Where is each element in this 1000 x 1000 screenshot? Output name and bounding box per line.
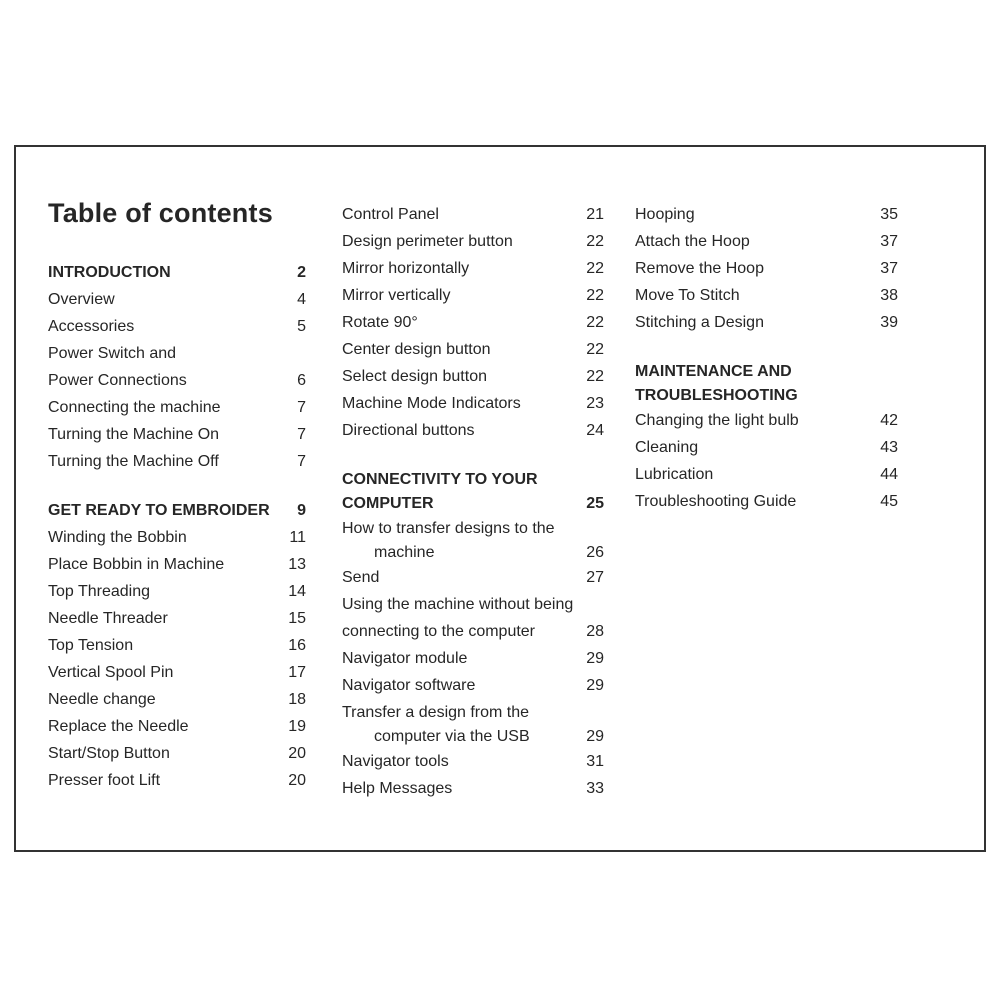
toc-row	[48, 367, 306, 394]
toc-row	[342, 618, 604, 645]
toc-entry-page: 29	[586, 728, 604, 745]
toc-entry-page: 35	[880, 206, 898, 223]
toc-entry-label: Turning the Machine On	[48, 426, 220, 443]
toc-row	[342, 228, 604, 255]
toc-row	[342, 493, 604, 515]
toc-row	[342, 201, 604, 228]
toc-row	[635, 358, 898, 385]
toc-entry-page: 29	[586, 677, 604, 694]
toc-column	[342, 201, 604, 802]
toc-row	[48, 659, 306, 686]
toc-entry-page: 31	[586, 753, 604, 770]
toc-entry-page: 6	[297, 372, 306, 389]
toc-entry-label: Changing the light bulb	[635, 412, 799, 429]
toc-entry-label: Using the machine without being	[342, 596, 574, 613]
toc-entry-label: Overview	[48, 291, 115, 308]
toc-entry-page: 37	[880, 233, 898, 250]
toc-row	[342, 748, 604, 775]
toc-entry-page: 39	[880, 314, 898, 331]
toc-entry-label: Top Tension	[48, 637, 134, 654]
toc-entry-label: MAINTENANCE AND	[635, 363, 792, 380]
toc-entry-page: 28	[586, 623, 604, 640]
toc-entry-page: 22	[586, 260, 604, 277]
toc-row	[342, 255, 604, 282]
toc-entry-page: 44	[880, 466, 898, 483]
toc-entry-page: 33	[586, 780, 604, 797]
toc-row	[342, 515, 604, 542]
toc-entry-page: 22	[586, 368, 604, 385]
toc-entry-page: 22	[586, 233, 604, 250]
toc-row	[342, 309, 604, 336]
toc-entry-page: 5	[297, 318, 306, 335]
toc-row	[48, 313, 306, 340]
toc-row	[48, 713, 306, 740]
toc-row	[342, 672, 604, 699]
toc-entry-label: How to transfer designs to the	[342, 520, 555, 537]
toc-entry-label: Help Messages	[342, 780, 453, 797]
toc-entry-page: 15	[288, 610, 306, 627]
toc-entry-page: 25	[586, 495, 604, 512]
toc-row	[48, 286, 306, 313]
toc-column	[48, 197, 306, 794]
toc-entry-page: 42	[880, 412, 898, 429]
toc-entry-label: machine	[374, 544, 435, 561]
toc-row	[342, 564, 604, 591]
toc-entry-label: Vertical Spool Pin	[48, 664, 174, 681]
toc-row	[48, 605, 306, 632]
toc-row	[635, 282, 898, 309]
toc-entry-page: 22	[586, 287, 604, 304]
toc-entry-label: Needle change	[48, 691, 156, 708]
toc-row	[48, 340, 306, 367]
toc-row	[342, 775, 604, 802]
toc-row	[342, 390, 604, 417]
toc-row	[635, 385, 898, 407]
toc-entry-label: Hooping	[635, 206, 695, 223]
toc-entry-label: Top Threading	[48, 583, 150, 600]
toc-entry-page: 7	[297, 453, 306, 470]
toc-entry-page: 19	[288, 718, 306, 735]
toc-entry-label: Stitching a Design	[635, 314, 764, 331]
toc-entry-page: 45	[880, 493, 898, 510]
toc-entry-page: 17	[288, 664, 306, 681]
toc-entry-label: Replace the Needle	[48, 718, 189, 735]
toc-entry-label: Turning the Machine Off	[48, 453, 219, 470]
toc-entry-label: Rotate 90°	[342, 314, 418, 331]
toc-row	[48, 632, 306, 659]
toc-entry-label: CONNECTIVITY TO YOUR	[342, 471, 538, 488]
toc-entry-label: Navigator tools	[342, 753, 449, 770]
toc-entry-label: Cleaning	[635, 439, 699, 456]
page-title: Table of contents	[48, 198, 273, 228]
toc-entry-page: 20	[288, 745, 306, 762]
toc-entry-label: Accessories	[48, 318, 135, 335]
toc-row	[342, 282, 604, 309]
toc-entry-label: Mirror horizontally	[342, 260, 470, 277]
toc-row	[342, 726, 604, 748]
toc-entry-label: Place Bobbin in Machine	[48, 556, 225, 573]
toc-row	[48, 421, 306, 448]
toc-entry-label: TROUBLESHOOTING	[635, 387, 798, 404]
toc-row	[48, 551, 306, 578]
toc-row	[48, 259, 306, 286]
toc-entry-label: Design perimeter button	[342, 233, 513, 250]
toc-row	[635, 255, 898, 282]
toc-entry-label: Navigator software	[342, 677, 476, 694]
toc-entry-page: 20	[288, 772, 306, 789]
toc-entry-label: Move To Stitch	[635, 287, 740, 304]
toc-entry-page: 11	[289, 529, 306, 546]
toc-entry-page: 23	[586, 395, 604, 412]
toc-row	[342, 591, 604, 618]
toc-entry-page: 16	[288, 637, 306, 654]
toc-row	[342, 417, 604, 444]
toc-entry-page: 22	[586, 314, 604, 331]
toc-entry-page: 4	[297, 291, 306, 308]
toc-entry-label: Select design button	[342, 368, 487, 385]
toc-entry-page: 13	[288, 556, 306, 573]
toc-row	[48, 394, 306, 421]
toc-entry-page: 24	[586, 422, 604, 439]
toc-entry-page: 18	[288, 691, 306, 708]
toc-entry-page: 14	[288, 583, 306, 600]
toc-entry-label: Lubrication	[635, 466, 714, 483]
toc-entry-label: Navigator module	[342, 650, 468, 667]
toc-row	[48, 497, 306, 524]
toc-row	[48, 448, 306, 475]
toc-row	[635, 309, 898, 336]
toc-row	[48, 740, 306, 767]
toc-entry-page: 7	[297, 399, 306, 416]
toc-row	[48, 578, 306, 605]
toc-entry-label: COMPUTER	[342, 495, 434, 512]
toc-row	[635, 434, 898, 461]
toc-entry-page: 7	[297, 426, 306, 443]
toc-entry-label: GET READY TO EMBROIDER	[48, 502, 270, 519]
toc-entry-label: Directional buttons	[342, 422, 475, 439]
toc-entry-page: 27	[586, 569, 604, 586]
toc-entry-label: computer via the USB	[374, 728, 530, 745]
toc-entry-label: Power Connections	[48, 372, 187, 389]
toc-entry-label: Remove the Hoop	[635, 260, 764, 277]
toc-row	[48, 767, 306, 794]
toc-entry-label: connecting to the computer	[342, 623, 536, 640]
toc-row	[342, 336, 604, 363]
toc-entry-label: Center design button	[342, 341, 491, 358]
toc-entry-page: 43	[880, 439, 898, 456]
toc-row	[342, 363, 604, 390]
toc-entry-label: Power Switch and	[48, 345, 177, 362]
toc-page	[14, 145, 986, 852]
toc-row	[342, 699, 604, 726]
toc-entry-label: Winding the Bobbin	[48, 529, 187, 546]
toc-entry-label: Transfer a design from the	[342, 704, 530, 721]
toc-entry-page: 2	[297, 264, 306, 281]
toc-row	[342, 542, 604, 564]
toc-entry-label: Connecting the machine	[48, 399, 221, 416]
toc-entry-label: Send	[342, 569, 380, 586]
toc-row	[635, 201, 898, 228]
toc-entry-page: 29	[586, 650, 604, 667]
toc-entry-label: Needle Threader	[48, 610, 168, 627]
toc-row	[48, 686, 306, 713]
toc-row	[635, 488, 898, 515]
toc-entry-label: INTRODUCTION	[48, 264, 171, 281]
toc-entry-page: 38	[880, 287, 898, 304]
toc-entry-label: Machine Mode Indicators	[342, 395, 521, 412]
toc-row	[635, 407, 898, 434]
toc-row	[342, 645, 604, 672]
toc-row	[342, 466, 604, 493]
toc-column	[635, 201, 898, 515]
toc-row	[48, 524, 306, 551]
toc-row	[635, 228, 898, 255]
toc-entry-label: Start/Stop Button	[48, 745, 170, 762]
toc-entry-page: 21	[586, 206, 604, 223]
toc-entry-page: 22	[586, 341, 604, 358]
toc-entry-label: Control Panel	[342, 206, 439, 223]
toc-entry-label: Presser foot Lift	[48, 772, 161, 789]
toc-entry-page: 26	[586, 544, 604, 561]
toc-entry-page: 9	[297, 502, 306, 519]
toc-entry-label: Attach the Hoop	[635, 233, 750, 250]
toc-entry-label: Mirror vertically	[342, 287, 451, 304]
toc-entry-label: Troubleshooting Guide	[635, 493, 797, 510]
toc-entry-page: 37	[880, 260, 898, 277]
toc-row	[635, 461, 898, 488]
